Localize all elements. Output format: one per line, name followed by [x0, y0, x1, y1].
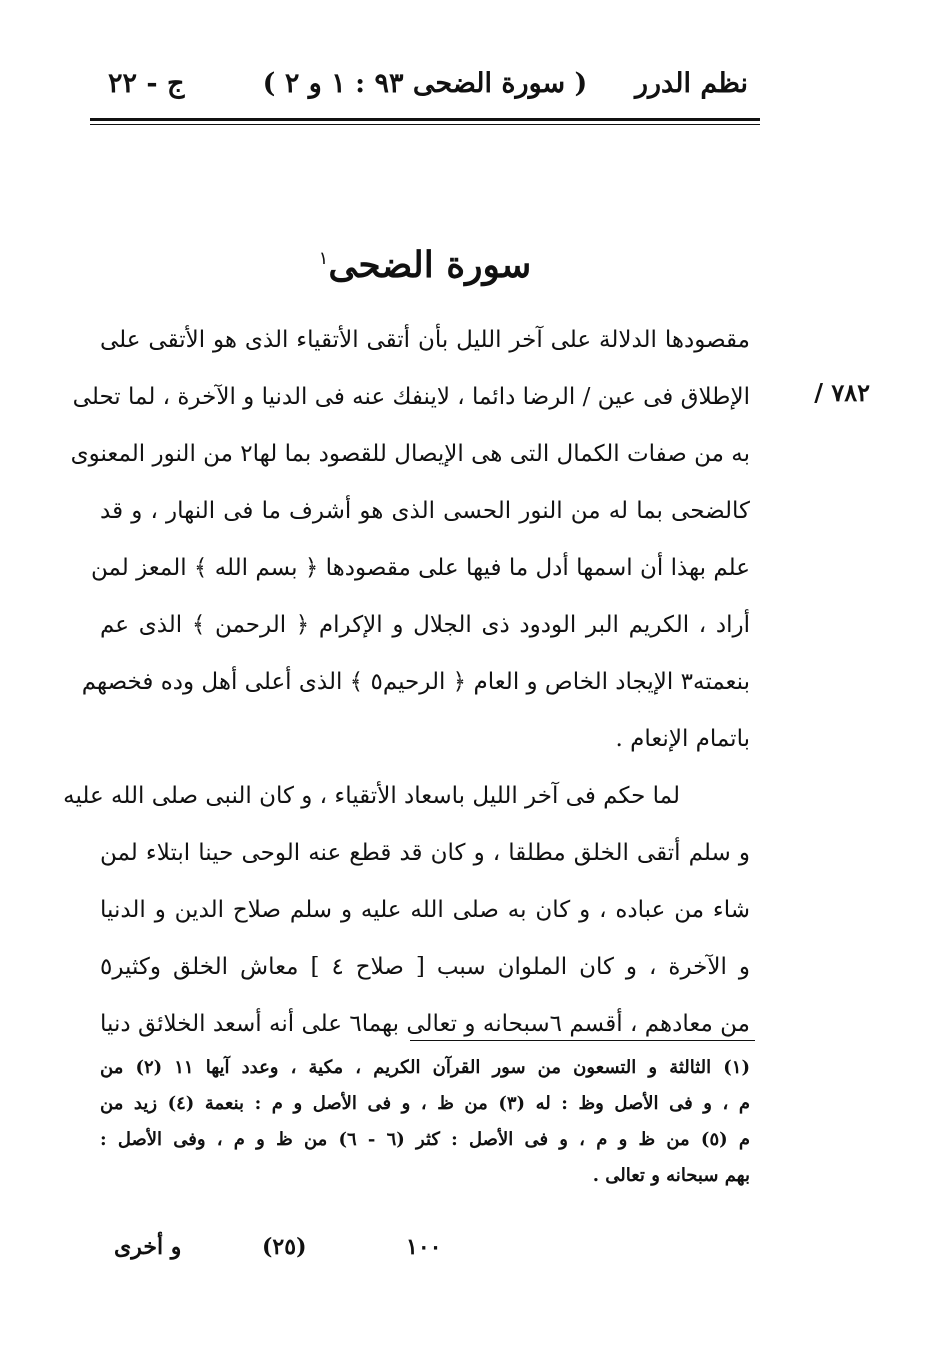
header-surah-reference: ( سورة الضحى ٩٣ : ١ و ٢ ) — [262, 68, 588, 99]
text-line: أراد ، الكريم البر الودود ذى الجلال و الإكرام ﴿ الرحمن ﴾ الذى عم — [100, 612, 750, 638]
text-line: الإطلاق فى عين / الرضا دائما ، لاينفك عنه فى الدنيا و الآخرة ، لما تحلى — [72, 384, 750, 410]
text-line: علم بهذا أن اسمها أدل ما فيها على مقصودها ﴿ بسم الله ﴾ المعز لمن — [90, 555, 750, 581]
header-rule-thin — [90, 124, 760, 125]
manuscript-folio-marker: ٧٨٢ / — [814, 378, 870, 407]
catchword: و أخرى — [114, 1234, 182, 1260]
running-header — [90, 58, 760, 114]
text-line: كالضحى بما له من النور الحسى الذى هو أشرف ما فى النهار ، و قد — [100, 498, 750, 524]
footnote-line: م ، و فى الأصل وظ : له (٣) من ظ ، و فى الأصل و م : بنعمة (٤) زيد من — [100, 1093, 750, 1114]
page-number: (٢٥) — [262, 1234, 307, 1260]
footnote-line: (١) الثالثة و التسعون من سور القرآن الكريم ، مكية ، وعدد آيها ١١ (٢) من — [100, 1057, 750, 1078]
footnote-line: بهم سبحانه و تعالى . — [592, 1165, 750, 1186]
footnote-rule — [410, 1040, 755, 1041]
text-line: بنعمته٣ الإيجاد الخاص و العام ﴿ الرحيم٥ ﴾ الذى أعلى أهل وده فخصهم — [81, 669, 750, 695]
text-line: و سلم أتقى الخلق مطلقا ، و كان قد قطع عنه الوحى حينا ابتلاء لمن — [100, 840, 750, 866]
page-footer — [90, 1230, 760, 1270]
header-book-title: نظم الدرر — [634, 68, 748, 99]
header-rule-thick — [90, 118, 760, 121]
text-line: باتمام الإنعام . — [615, 726, 750, 752]
text-line: لما حكم فى آخر الليل باسعاد الأتقياء ، و كان النبى صلى الله عليه — [63, 783, 680, 809]
text-line: و الآخرة ، و كان الملوان سبب [ صلاح ٤ ] معاش الخلق وكثير٥ — [100, 954, 750, 980]
main-text — [63, 312, 750, 1053]
chapter-title — [90, 244, 760, 286]
text-line: شاء من عباده ، و كان به صلى الله عليه و سلم صلاح الدين و الدنيا — [100, 897, 750, 923]
header-part-number: ج - ٢٢ — [108, 68, 185, 99]
text-line: مقصودها الدلالة على آخر الليل بأن أتقى الأتقياء الذى هو الأتقى على — [100, 327, 750, 353]
footnote-line: م (٥) من ظ و م ، و فى الأصل : كثر (٦ - ٦) من ظ و م ، وفى الأصل : — [100, 1129, 750, 1150]
text-line: به من صفات الكمال التى هى الإيصال للقصود بما لها٢ من النور المعنوى — [70, 441, 750, 467]
chapter-title-note-mark: ١ — [318, 248, 329, 269]
signature-mark: ١٠٠ — [406, 1234, 442, 1260]
chapter-title-text: سورة الضحى — [328, 244, 532, 286]
footnotes — [100, 1050, 750, 1194]
text-line: من معادهم ، أقسم ٦سبحانه و تعالى بهما٦ على أنه أسعد الخلائق دنيا — [100, 1011, 750, 1037]
